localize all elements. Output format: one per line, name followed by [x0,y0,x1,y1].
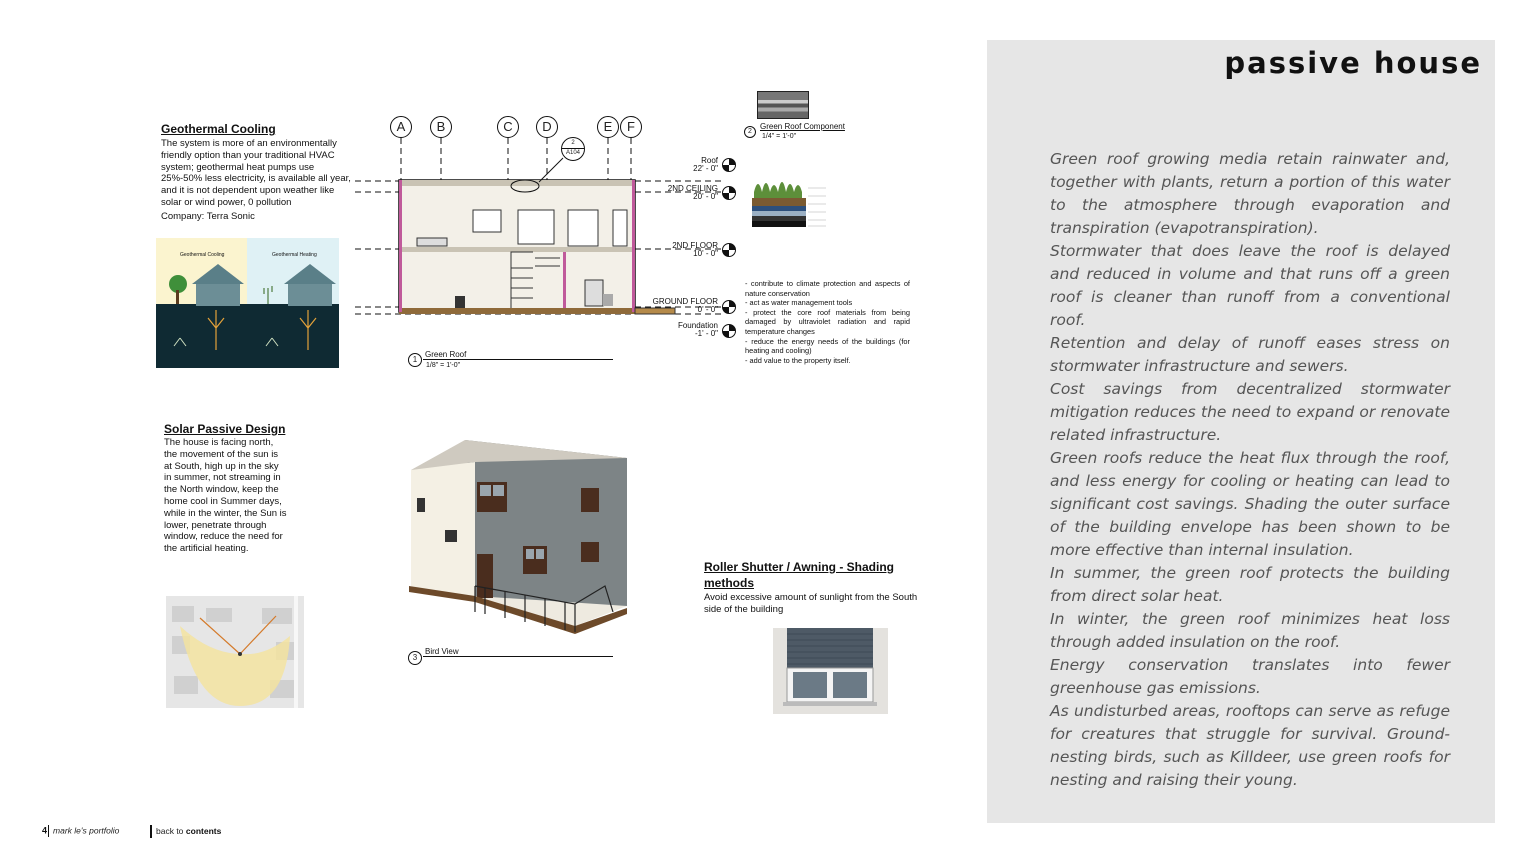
back-to-contents-link[interactable] [150,825,221,838]
level-tag: Foundation -1' - 0" [677,321,718,338]
geothermal-diagram [156,238,339,368]
geothermal-body: The system is more of an environmentally friendly option than your traditional HVAC system; geothermal heat pumps use 25%-50% less electricity, is available all year, and it is not dependent upon weather like solar or wind power, 0 pollution [161,138,351,208]
geothermal-houses-illustration [156,238,339,368]
view-title-line [423,359,613,360]
level-tag: Roof 22' - 0" [693,156,718,173]
callout-number: 2 [562,138,584,149]
benefit-item: - reduce the energy needs of the buildings (for heating and cooling) [745,336,910,356]
grid-bubble: B [430,116,452,138]
back-prefix: back to [156,825,184,836]
solar-heading: Solar Passive Design [164,422,286,436]
sun-path-diagram [166,596,304,708]
view-number: 1 [408,353,422,367]
geothermal-heading: Geothermal Cooling [161,122,276,136]
paragraph: Green roofs reduce the heat flux through the roof, and less energy for cooling or heating can lead to significant cost savings. Shading the outer surface of the building envelope has been shown to be more effective than internal insulation. [1050,449,1450,559]
grid-bubble: F [620,116,642,138]
shutter-body: Avoid excessive amount of sunlight from the South side of the building [704,592,918,615]
portfolio-name: mark le's portfolio [53,825,120,836]
paragraph: In winter, the green roof minimizes heat loss through added insulation on the roof. [1050,610,1450,651]
grid-bubble: C [497,116,519,138]
callout-sheet: A104 [565,150,580,156]
grid-bubble: A [390,116,412,138]
diagram-label-heating: Geothermal Heating [272,252,317,258]
component-title: Green Roof Component [760,122,845,131]
paragraph: In summer, the green roof protects the building from direct solar heat. [1050,564,1450,605]
benefit-item: - add value to the property itself. [745,355,851,365]
house-3d-render [405,436,630,641]
level-target-icon [722,158,736,172]
component-benefits [745,279,910,365]
paragraph: Energy conservation translates into fewer greenhouse gas emissions. [1050,656,1450,697]
view-title: Bird View [425,647,459,656]
roller-shutter-photo [773,628,888,714]
level-target-icon [722,243,736,257]
shutter-heading: Roller Shutter / Awning - Shading methods [704,560,895,590]
level-tag: 2ND CEILING 20' - 0" [667,184,718,201]
view-title-line [423,656,613,657]
diagram-label-cooling: Geothermal Cooling [180,252,225,258]
benefit-item: - contribute to climate protection and aspects of nature conservation [745,279,910,298]
view-title: Green Roof [425,350,467,359]
benefit-item: - act as water management tools [745,298,853,308]
grid-bubble: D [536,116,558,138]
paragraph: Green roof growing media retain rainwater and, together with plants, return a portion of this water to the atmosphere through evaporation and transpiration (evapotranspiration). [1050,150,1450,237]
solar-body: The house is facing north, the movement of the sun is at South, high up in the sky in summer, not streaming in the North window, keep the home cool in Summer days, while in the winter, the Sun is lower, penetrate through window, reduce the need for the artificial heating. [164,437,287,555]
level-target-icon [722,186,736,200]
paragraph: Retention and delay of runoff eases stress on stormwater infrastructure and sewers. [1050,334,1450,375]
detail-callout [561,137,585,161]
grid-bubble: E [597,116,619,138]
level-target-icon [722,300,736,314]
level-tag: GROUND FLOOR 0' - 0" [652,297,718,314]
contents-link[interactable]: contents [185,825,222,836]
page-number: 4 [42,825,48,836]
green-roof-layers-illustration [748,166,868,232]
component-scale: 1/4" = 1'-0" [762,133,797,140]
level-target-icon [722,324,736,338]
footer-portfolio [42,825,119,837]
page-title: passive house [1224,46,1482,80]
essay-text [1050,148,1450,792]
level-tag: 2ND FLOOR 10' - 0" [672,241,718,258]
view-scale: 1/8" = 1'-0" [426,362,461,369]
geothermal-company: Company: Terra Sonic [161,211,255,222]
paragraph: Stormwater that does leave the roof is delayed and reduced in volume and that runs off a green roof is cleaner than runoff from a conventional roof. [1050,242,1450,329]
roof-layer-swatch [757,91,809,119]
view-number: 3 [408,651,422,665]
component-number: 2 [744,126,756,138]
benefit-item: - protect the core roof materials from being damaged by ultraviolet radiation and rapid temperature changes [745,307,910,336]
paragraph: As undisturbed areas, rooftops can serve as refuge for creatures that struggle for survival. Ground-nesting birds, such as Killdeer, use green roofs for nesting and raising their young. [1050,702,1450,789]
paragraph: Cost savings from decentralized stormwater mitigation reduces the need to expand or renovate related infrastructure. [1050,380,1450,444]
